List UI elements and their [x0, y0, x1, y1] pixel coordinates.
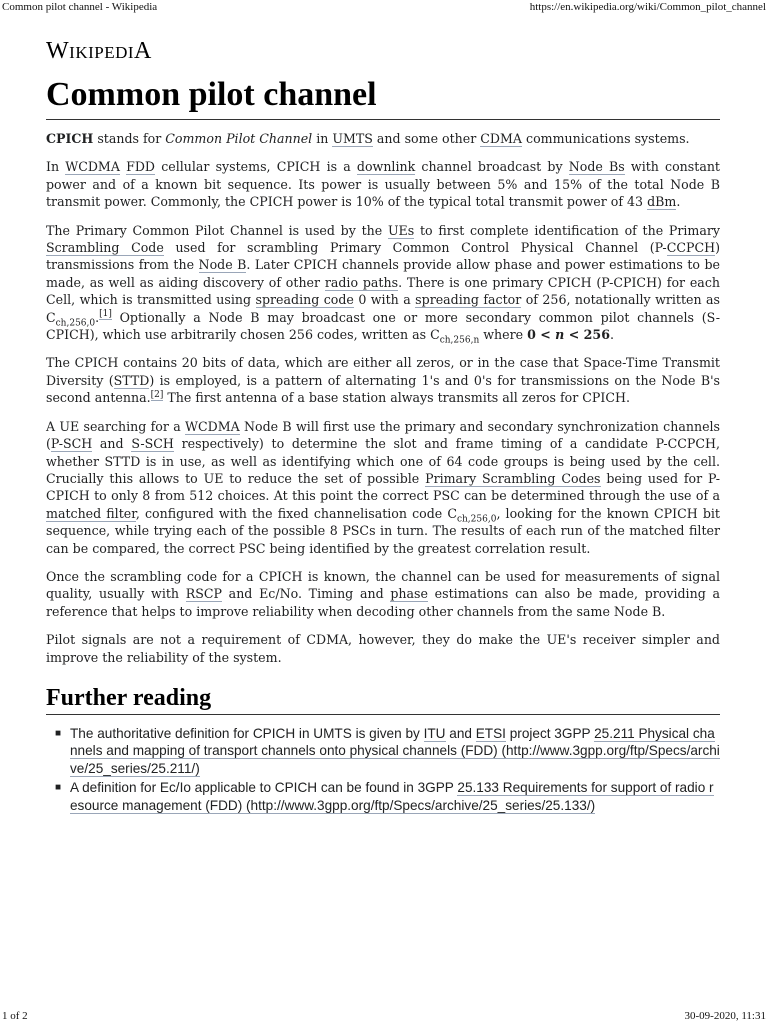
bullet-icon: ■ [55, 727, 62, 739]
subscript: ch,256,n [439, 335, 480, 346]
text: ) is employed, is a pattern of alternating 1's and 0's for transmissions on the Node B's second antenna. [46, 372, 720, 406]
text: . [676, 194, 681, 210]
list-item [55, 725, 720, 777]
link-phase[interactable]: phase [390, 586, 428, 602]
paragraph-4 [46, 354, 720, 406]
text: in [312, 131, 333, 146]
link-ccpch[interactable]: CCPCH [666, 240, 716, 256]
math-expression [527, 327, 610, 342]
link-s-sch[interactable]: S-SCH [131, 436, 174, 452]
math-variable: n [555, 327, 565, 343]
link-node-bs[interactable]: Node Bs [568, 159, 625, 175]
paragraph-7: Pilot signals are not a requirement of CDMA, however, they do make the UE's receiver simpler and improve the reliability of the system. [46, 632, 720, 665]
link-radio-paths[interactable]: radio paths [324, 274, 399, 290]
text: . There is one primary CPICH (P-CPICH) for each Cell, which is transmitted using [46, 274, 720, 308]
text: The CPICH contains 20 bits of data, which are either all zeros, or in the case that Space-Time Transmit Diversity ( [46, 355, 720, 388]
print-footer-page: 1 of 2 [2, 1010, 28, 1022]
text: of 256, notationally written as C [46, 292, 721, 325]
paragraph-1 [46, 130, 720, 147]
text: The Primary Common Pilot Channel is used by the [46, 222, 388, 238]
link-itu[interactable]: ITU [423, 725, 446, 741]
link-cdma[interactable]: CDMA [480, 131, 523, 146]
link-wcdma[interactable]: WCDMA [185, 418, 240, 434]
text: with constant power and of a known bit sequence. Its power is usually between 5% and 15% of the total Node B transmit power. Commonly, the CPICH power is 10% of the typical total transmit power of 43 [46, 159, 720, 210]
text: Once the scrambling code for a CPICH is known, the channel can be used for measurements of signal quality, usually with [46, 568, 720, 602]
bold-term: CPICH [46, 131, 94, 146]
text: being used for P-CPICH to only 8 from 512 choices. At this point the correct PSC can be determined through the use of a [46, 470, 721, 504]
text: In [46, 159, 66, 175]
link-etsi[interactable]: ETSI [475, 725, 506, 741]
link-spreading-factor[interactable]: spreading factor [415, 292, 522, 308]
subscript: ch,256,0 [456, 514, 497, 525]
print-header-title: Common pilot channel - Wikipedia [2, 1, 158, 13]
text: estimations can also be made, providing a reference that helps to improve reliability when decoding other channels from the same Node B. [46, 586, 720, 619]
text: and [445, 725, 476, 741]
link-ues[interactable]: UEs [387, 222, 415, 238]
paragraph-3 [46, 222, 720, 344]
reference-1[interactable]: [1] [99, 309, 112, 320]
link-fdd[interactable]: FDD [126, 159, 156, 175]
print-footer-timestamp: 30-09-2020, 11:31 [684, 1010, 766, 1022]
list-item [55, 779, 720, 814]
article-body [46, 130, 720, 816]
text: ) transmissions from the [46, 240, 720, 273]
link-spec-25-211[interactable]: 25.211 Physical channels and mapping of transport channels onto physical channels (FDD) (http://www.3gpp.org/ftp/Specs/archive/25_series/25.211/) [70, 725, 720, 776]
text: and some other [372, 131, 481, 146]
italic-term: Common Pilot Channel [165, 131, 313, 146]
link-sttd[interactable]: STTD [113, 372, 150, 388]
text: . Later CPICH channels provide allow phase and power estimations to be made, as well as aiding discovery of other [46, 257, 720, 290]
paragraph-5 [46, 418, 720, 557]
wikipedia-logo[interactable] [46, 38, 152, 65]
text: , looking for the known CPICH bit sequence, while trying each of the possible 8 PSCs in turn. The results of each run of the matched filter can be compared, the correct PSC being identified by the greatest correlation result. [46, 505, 720, 556]
link-spreading-code[interactable]: spreading code [255, 292, 354, 308]
text: used for scrambling Primary Common Control Physical Channel (P- [163, 240, 667, 256]
paragraph-6 [46, 568, 720, 620]
section-heading-further-reading: Further reading [46, 684, 720, 715]
link-dbm[interactable]: dBm [647, 194, 677, 210]
text: where [479, 327, 528, 343]
text: and Ec/No. Timing and [221, 586, 391, 602]
math-part: < 256 [564, 327, 610, 343]
link-p-sch[interactable]: P-SCH [50, 436, 93, 452]
link-primary-scrambling-codes[interactable]: Primary Scrambling Codes [425, 470, 601, 486]
text: . [95, 309, 100, 325]
text: . [609, 327, 614, 343]
text: respectively) to determine the slot and frame timing of a candidate P-CCPCH, whether STTD is in use, as well as identifying which one of 64 code groups is being used by the cell. Crucially this allows to UE to reduce the set of possible [46, 436, 721, 486]
link-spec-25-133[interactable]: 25.133 Requirements for support of radio resource management (FDD) (http://www.3gpp.org/ftp/Specs/archive/25_series/25.133/) [70, 780, 714, 813]
text: Optionally a Node B may broadcast one or more secondary common pilot channels (S-CPICH), which use arbitrarily chosen 256 codes, written as C [46, 309, 720, 343]
text: and [92, 436, 132, 452]
link-rscp[interactable]: RSCP [185, 586, 222, 602]
text: A UE searching for a [46, 418, 186, 434]
link-downlink[interactable]: downlink [356, 159, 416, 175]
print-header-url: https://en.wikipedia.org/wiki/Common_pilot_channel [529, 1, 766, 13]
link-matched-filter[interactable]: matched filter [46, 505, 136, 521]
page-title: Common pilot channel [46, 74, 720, 120]
link-umts[interactable]: UMTS [332, 131, 373, 146]
text: 0 with a [353, 292, 416, 308]
text: , configured with the fixed channelisation code C [135, 505, 457, 521]
math-part: 0 < [527, 327, 556, 343]
text: A definition for Ec/Io applicable to CPICH can be found in 3GPP [70, 780, 458, 796]
text: communications systems. [522, 131, 690, 146]
logo-last: A [134, 38, 152, 64]
link-scrambling-code[interactable]: Scrambling Code [46, 240, 164, 256]
text: Node B will first use the primary and secondary synchronization channels ( [46, 418, 721, 452]
subscript: ch,256,0 [55, 318, 96, 329]
link-node-b[interactable]: Node B [198, 257, 247, 273]
logo-mid: ikipedi [69, 38, 135, 64]
link-wcdma[interactable]: WCDMA [65, 159, 120, 175]
reference-2[interactable]: [2] [150, 390, 164, 401]
text: The authoritative definition for CPICH in UMTS is given by [70, 725, 424, 741]
text: cellular systems, CPICH is a [155, 159, 357, 175]
bullet-icon: ■ [55, 782, 62, 794]
text: channel broadcast by [415, 159, 569, 175]
logo-first: W [46, 38, 70, 64]
text: to first complete identification of the Primary [414, 222, 721, 238]
paragraph-2 [46, 158, 720, 210]
text: The first antenna of a base station always transmits all zeros for CPICH. [163, 390, 630, 406]
further-reading-list [46, 725, 720, 814]
text: project 3GPP [505, 725, 595, 741]
text: stands for [93, 131, 166, 146]
